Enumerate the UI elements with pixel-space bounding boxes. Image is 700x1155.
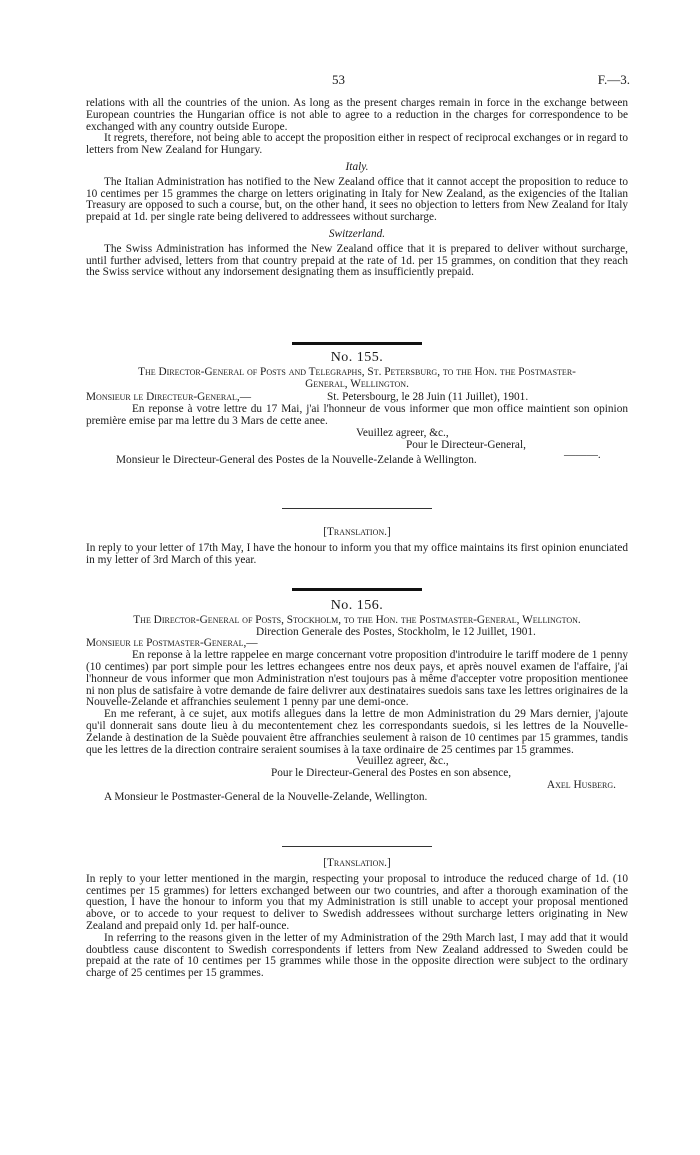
hungary-paragraph-1: relations with all the countries of the union. As long as the present charges remain in force in the exchange between European countries the Hungarian office is not able to agree to a reduction in the charges for correspondence to be exchanged with any country outside Europe. [86,97,628,133]
page-header [0,72,700,88]
letter-155-translation-text: In reply to your letter of 17th May, I have the honour to inform you that my office maintains its first opinion enunciated in my letter of 3rd March of this year. [86,541,628,566]
section-rule [292,588,422,591]
letter-156-addressee: A Monsieur le Postmaster-General de la Nouvelle-Zelande, Wellington. [104,790,428,803]
switzerland-heading: Switzerland. [328,227,386,240]
letter-156-translation-p1: In reply to your letter mentioned in the margin, respecting your proposal to introduce the reduced charge of 1d. (10 centimes per 15 grammes) for letters exchanged between our two countries, and after a thorough examination of the question, I have the honour to inform you that my Administration is still unable to accept your proposal mentioned above, or to accede to your request to deliver to Swedish addressees without surcharge letters originating in New Zealand and prepaid only 1d. per half-ounce. [86,872,628,932]
letter-156-closing-1: Veuillez agreer, &c., [356,755,449,768]
letter-155-addressee: Monsieur le Directeur-General des Postes de la Nouvelle-Zelande à Wellington. [116,453,477,466]
switzerland-paragraph: The Swiss Administration has informed the New Zealand office that it is prepared to deliver without surcharge, until further advised, letters from that country prepaid at the rate of 1d. per 15 grammes, on condition that they reach the Swiss service without any indorsement designating them as insufficiently prepaid. [86,242,628,279]
letter-156 [86,600,628,804]
letter-156-body-1: En reponse à la lettre rappelee en marge concernant votre proposition d'introduire le tariff modere de 1 penny (10 centimes) par port simple pour les lettres echangees entre nos deux pays, et après nouvel examen de l'affaire, j'ai l'honneur de vous informer que mon Administration n'est toujours pas à même d'accepter votre proposition mentionee ni non plus de satisfaire à votre demande de faire delivrer aux destinataires suedois sans taxe les lettres originaires de la Nouvelle-Zelande et affranchies seulement 1 penny par une demi-once. [86,649,628,709]
italy-paragraph: The Italian Administration has notified to the New Zealand office that it cannot accept the proposition to reduce to 10 centimes per 15 grammes the charge on letters originating in Italy for New Zealand, as the exigencies of the Italian Treasury are opposed to such a course, but, on the other hand, it sees no objection to letters from New Zealand for Italy prepaid at 1d. per single rate being delivered to addressees without surcharge. [86,175,628,224]
letter-155-closing-2: Pour le Directeur-General, [406,438,526,451]
letter-155-salutation: Monsieur le Directeur-General,— [86,391,251,404]
letter-156-salutation: Monsieur le Postmaster-General,— [86,637,258,650]
letter-155 [86,352,628,468]
letter-155-closing-dash: ———. [564,448,601,461]
letter-156-closing-2: Pour le Directeur-General des Postes en son absence, [271,767,512,780]
letter-155-title: No. 155. [330,350,384,365]
letter-155-translation [86,527,628,566]
letter-155-salutation-row [86,392,628,404]
letter-155-closing-1: Veuillez agreer, &c., [356,426,449,439]
translation-label: [Translation.] [323,857,391,869]
separator-2 [86,508,628,509]
letter-155-header-line1: The Director-General of Posts and Telegraphs, St. Petersburg, to the Hon. the Postmaster- [138,365,576,378]
hungary-paragraph-2: It regrets, therefore, not being able to accept the proposition either in respect of reciprocal exchanges or in regard to letters from New Zealand for Hungary. [86,132,628,157]
letter-156-translation [86,858,628,980]
letter-155-body: En reponse à votre lettre du 17 Mai, j'ai l'honneur de vous informer que mon office maintient son opinion première emise par ma lettre du 3 Mars de cette anee. [86,403,628,428]
translation-rule [282,508,432,509]
document-reference: F.—3. [597,72,630,87]
separator-4 [86,846,628,847]
letter-155-date: St. Petersbourg, le 28 Juin (11 Juillet), 1901. [327,391,529,404]
letter-156-translation-p2: In referring to the reasons given in the letter of my Administration of the 29th March last, I may add that it would doubtless cause discontent to Swedish correspondents if letters from New Zealand addressed to Sweden could be prepaid at the rate of 10 centimes per 15 grammes while those in the opposite direction were subject to the ordinary charge of 25 centimes per 15 grammes. [86,931,628,980]
section-rule [292,342,422,345]
page-number: 53 [332,72,345,87]
separator-1 [86,342,628,345]
letter-156-place-date: Direction Generale des Postes, Stockholm, le 12 Juillet, 1901. [256,625,536,638]
letter-156-header: The Director-General of Posts, Stockholm, to the Hon. the Postmaster-General, Wellington. [133,613,581,626]
translation-rule [282,846,432,847]
separator-3 [86,588,628,591]
italy-heading: Italy. [345,160,369,173]
letter-156-signature: Axel Husberg. [546,778,616,791]
translation-label: [Translation.] [323,526,391,538]
letter-155-header-line2: General, Wellington. [305,377,409,390]
intro-section [86,98,628,279]
letter-156-title: No. 156. [330,598,384,613]
letter-156-body-2: En me referant, à ce sujet, aux motifs allegues dans la lettre de mon Administration du 29 Mars dernier, j'ajoute qu'il donnerait sans doute lieu à du mecontentement chez les correspondants suedois, si les lettres de la Nouvelle-Zelande à destination de la Suède pouvaient être affranchies seulement à raison de 10 centimes par 15 grammes, tandis que les lettres de la direction contraire seraient soumises à la taxe ordinaire de 25 centimes par 15 grammes. [86,708,628,756]
letter-155-address-row [86,448,628,468]
